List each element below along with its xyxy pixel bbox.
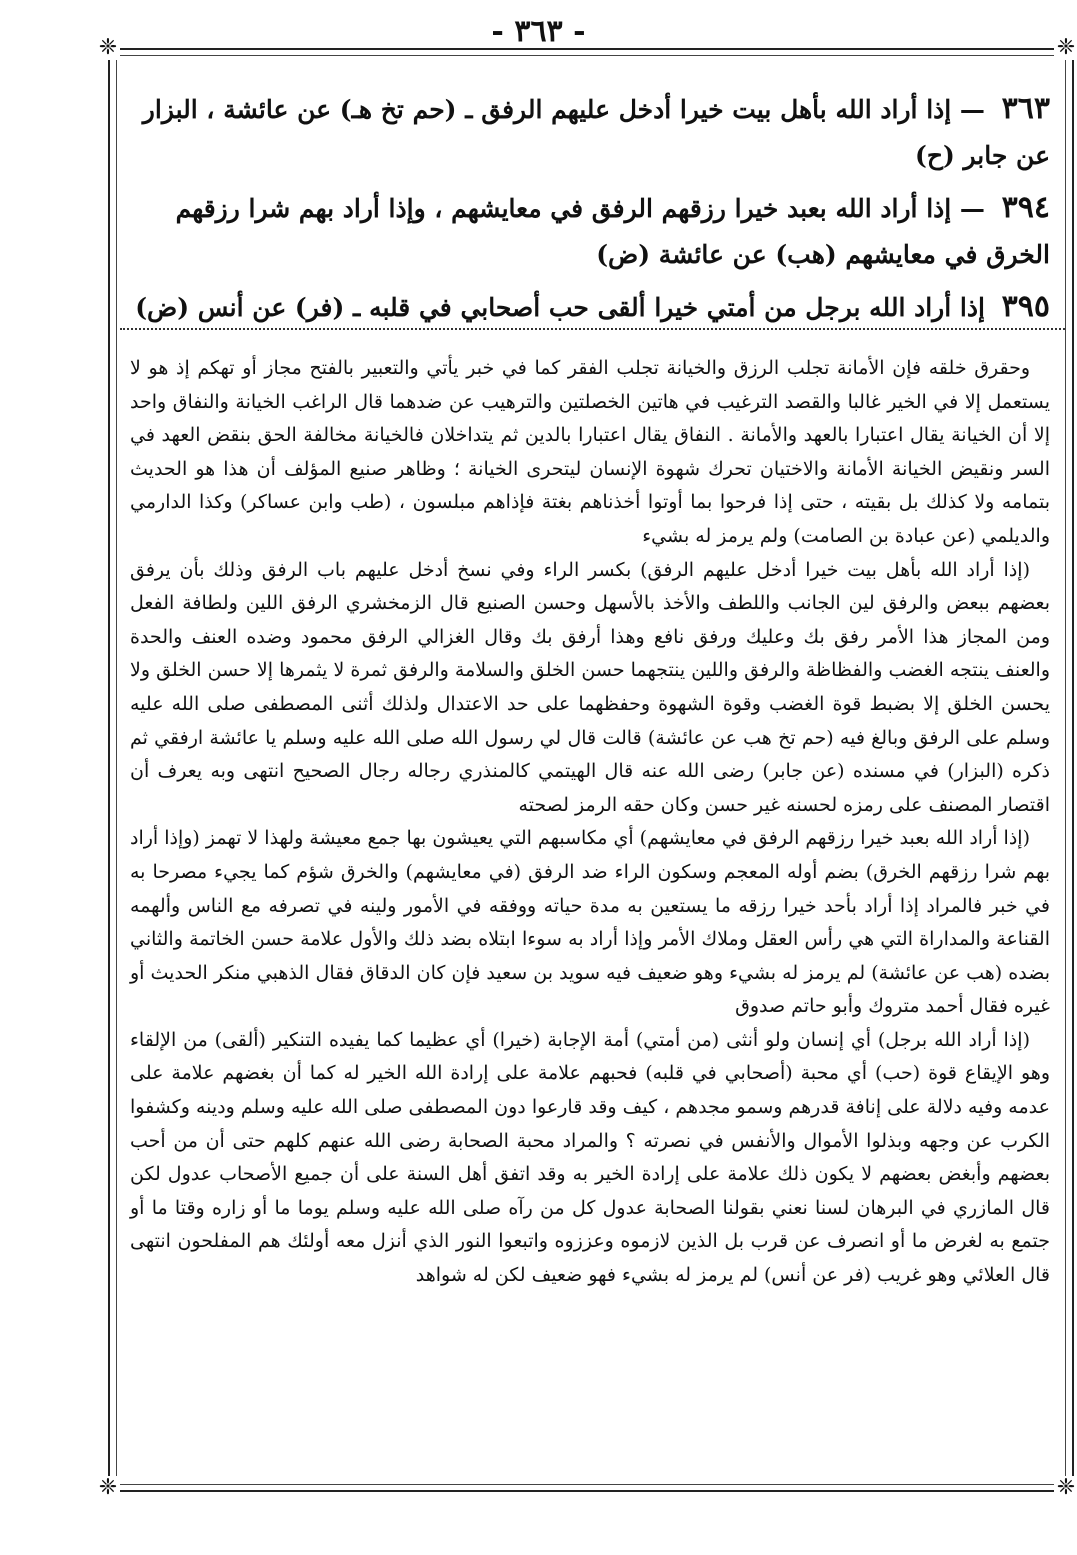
commentary: [130, 352, 1050, 1293]
hadith-entry: [130, 284, 1050, 331]
hadith-text: — إذا أراد الله بعبد خيرا رزقهم الرفق في معايشهم ، وإذا أراد بهم شرا رزقهم الخرق في معايشهم (هب) عن عائشة (ض): [175, 194, 1050, 269]
commentary-paragraph: (إذا أراد الله برجل) أي إنسان ولو أنثى (من أمتي) أمة الإجابة (خيرا) أي عظيما كما يفيده التنكير (ألقى) من الإلقاء وهو الإيقاع قوة (حب) أي محبة (أصحابي في قلبه) فحبهم علامة على إرادة الله الخير له كما أن بغضهم علامة على عدمه وفيه دلالة على إنافة قدرهم وسمو مجدهم ، كيف وقد قارعوا دون المصطفى صلى الله عليه وسلم ودينه وكشفوا الكرب عن وجهه وبذلوا الأموال والأنفس في نصرته ؟ والمراد محبة الصحابة رضى الله عنهم كلهم حتى أن من أحب بعضهم وأبغض بعضهم لا يكون ذلك علامة على إرادة الخير به وقد اتفق أهل السنة على أن جميع الأصحاب عدول لكن قال المازري في البرهان لسنا نعني بقولنا الصحابة عدول كل من رآه صلى الله عليه وسلم يوما ما أو زاره وقتا ما أو جتمع به لغرض ما أو انصرف عن قرب بل الذين لازموه وعززوه واتبعوا النور الذي أنزل معه أولئك هم المفلحون انتهى قال العلائي وهو غريب (فر عن أنس) لم يرمز له بشيء فهو ضعيف لكن له شواهد: [130, 1028, 1050, 1287]
hadith-number: ٣٩٤: [1001, 190, 1050, 225]
hadith-number: ٣٩٥: [1001, 289, 1050, 324]
commentary-paragraph: (إذا أراد الله بأهل بيت خيرا أدخل عليهم الرفق) بكسر الراء وفي نسخ أدخل عليهم باب الرفق وذلك بأن يرفق بعضهم ببعض والرفق لين الجانب واللطف والأخذ بالأسهل وحسن الصنيع قال الزمخشري الرفق اللين ولطافة الفعل ومن المجاز هذا الأمر رفق بك وعليك ورفق نافع وهذا أرفق بك وقال الغزالي الرفق محمود وضده العنف والحدة والعنف ينتجه الغضب والفظاظة والرفق واللين ينتجهما حسن الخلق والسلامة والرفق ثمرة لا يثمرها إلا حسن الخلق ولا يحسن الخلق إلا بضبط قوة الغضب وقوة الشهوة وحفظهما على حد الاعتدال ولذلك أثنى المصطفى صلى الله عليه وسلم على الرفق وبالغ فيه (حم تخ هب عن عائشة) قالت قال لي رسول الله صلى الله عليه وسلم يا عائشة ارفقي ثم ذكره (البزار) في مسنده (عن جابر) رضى الله عنه قال الهيتمي كالمنذري رجاله رجال الصحيح انتهى وبه يعرف أن اقتصار المصنف على رمزه لحسنه غير حسن وكان حقه الرمز لصحته: [130, 558, 1050, 816]
commentary-paragraph: وحقرق خلقه فإن الأمانة تجلب الرزق والخيانة تجلب الفقر كما في خبر يأتي والتعبير بالفتح مجاز أو تهكم إذ هو لا يستعمل إلا في الخير غالبا والقصد الترغيب في هاتين الخصلتين والترهيب عن ضدهما قال الراغب الخيانة والنفاق واحد إلا أن الخيانة يقال اعتبارا بالعهد والأمانة . النفاق يقال اعتبارا بالدين ثم يتداخلان فالخيانة مخالفة الحق بنقض العهد في السر ونقيض الخيانة الأمانة والاختيان تحرك شهوة الإنسان ليتحرى الخيانة ؛ وظاهر صنيع المؤلف أن هذا هو الحديث بتمامه ولا كذلك بل بقيته ، حتى إذا فرحوا بما أوتوا أخذناهم بغتة فإذاهم مبلسون ، (طب وابن عساكر) وكذا الدارمي والديلمي (عن عبادة بن الصامت) ولم يرمز له بشيء: [130, 357, 1050, 547]
corner-ornament-icon: ❈: [1054, 36, 1077, 60]
commentary-paragraph: (إذا أراد الله بعبد خيرا رزقهم الرفق في معايشهم) أي مكاسبهم التي يعيشون بها جمع معيشة ولهذا لا تهمز (وإذا أراد بهم شرا رزقهم الخرق) بضم أوله المعجم وسكون الراء ضد الرفق (في معايشهم) والخرق شؤم كما يجيء مصرحا به في خبر فالمراد إذا أراد بأحد خيرا رزقه ما يستعين به مدة حياته ووفقه في الأمور ولينه في تصرفه مع الناس وألهمه القناعة والمداراة التي هي رأس العقل وملاك الأمر وإذا أراد به سوءا ابتلاه بضد ذلك والأول علامة حسن الخاتمة والثاني بضده (هب عن عائشة) لم يرمز له بشيء وهو ضعيف فيه سويد بن سعيد فإن كان الدقاق فقال الذهبي منكر الحديث أو غيره فقال أحمد متروك وأبو حاتم صدوق: [129, 827, 1050, 1018]
corner-ornament-icon: ❈: [96, 36, 120, 60]
hadith-entry: [130, 185, 1050, 278]
hadith-text: — إذا أراد الله بأهل بيت خيرا أدخل عليهم الرفق ـ (حم تخ هـ) عن عائشة ، البزار عن جابر (ح): [142, 95, 1050, 170]
hadith-list: [130, 86, 1050, 337]
section-divider: [120, 328, 1065, 330]
hadith-entry: [130, 86, 1050, 179]
hadith-text: إذا أراد الله برجل من أمتي خيرا ألقى حب أصحابي في قلبه ـ (فر) عن أنس (ض): [135, 293, 985, 322]
corner-ornament-icon: ❈: [96, 1476, 120, 1500]
hadith-number: ٣٦٣: [1001, 91, 1050, 126]
corner-ornament-icon: ❈: [1054, 1476, 1077, 1500]
page-number: - ٣٦٣ -: [491, 14, 586, 49]
